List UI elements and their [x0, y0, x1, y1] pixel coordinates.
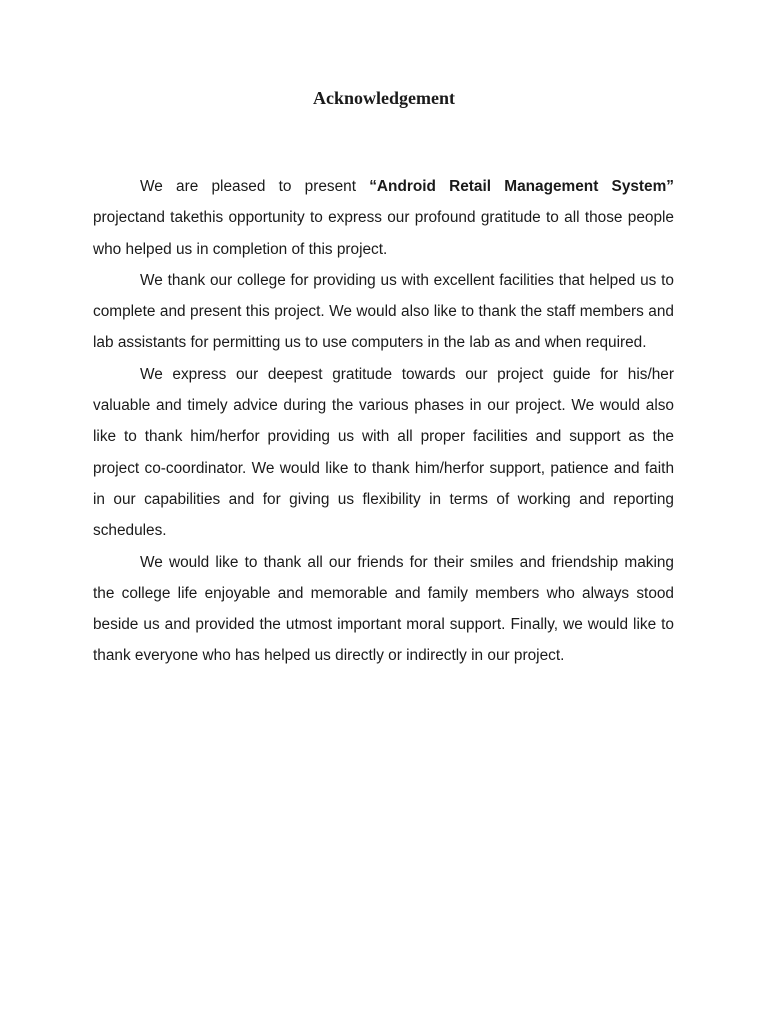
document-body	[93, 171, 674, 672]
paragraph-intro-lead: We are pleased to present	[140, 178, 370, 195]
project-name: “Android Retail Management System”	[369, 178, 674, 195]
paragraph-friends-family: We would like to thank all our friends for their smiles and friendship making the college life enjoyable and memorable and family members who always stood beside us and provided the utmost important moral support. Finally, we would like to thank everyone who has helped us directly or indirectly in our project.	[93, 553, 674, 665]
paragraph-intro	[93, 171, 674, 265]
paragraph-guide: We express our deepest gratitude towards our project guide for his/her valuable and timely advice during the various phases in our project. We would also like to thank him/herfor providing us with all proper facilities and support as the project co-coordinator. We would like to thank him/herfor support, patience and faith in our capabilities and for giving us flexibility in terms of working and reporting schedules.	[93, 365, 674, 540]
page-title: Acknowledgement	[313, 88, 455, 108]
paragraph-intro-rest: projectand takethis opportunity to express our profound gratitude to all those people who helped us in completion of this project.	[93, 209, 674, 258]
paragraph-college: We thank our college for providing us with excellent facilities that helped us to complete and present this project. We would also like to thank the staff members and lab assistants for permitting us to use computers in the lab as and when required.	[93, 271, 674, 352]
